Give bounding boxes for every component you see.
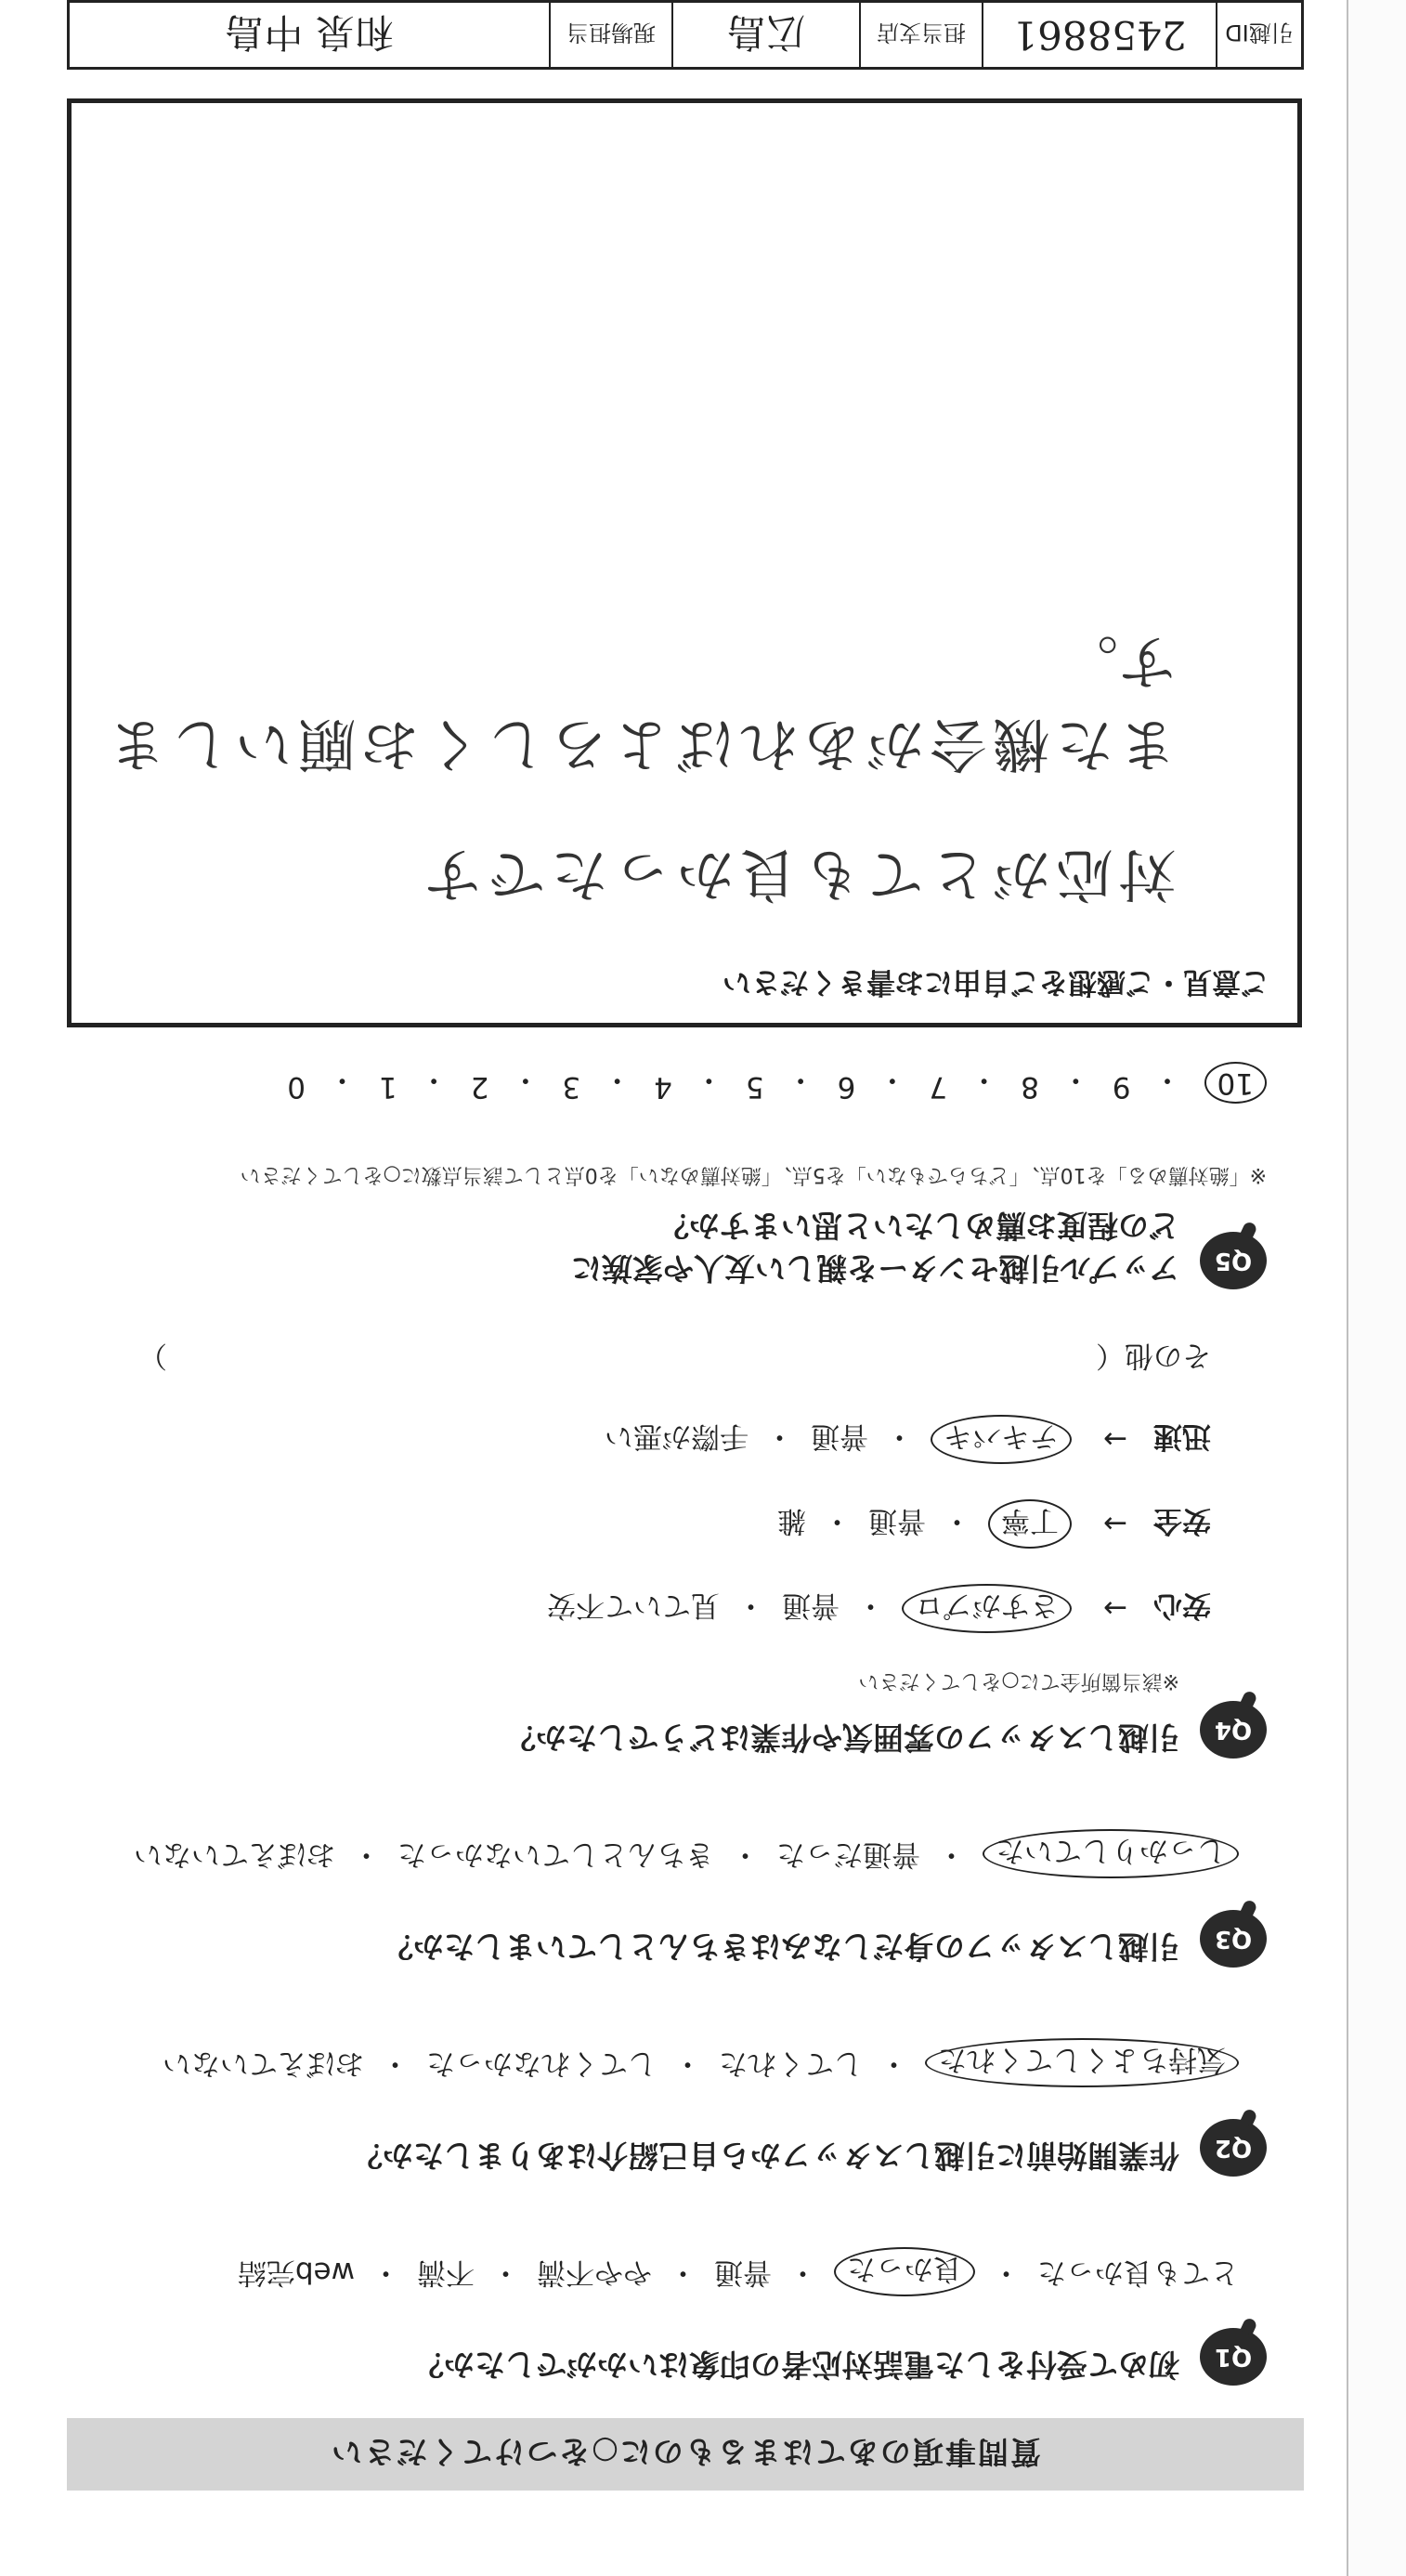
- q4-option[interactable]: 手際が悪い: [605, 1419, 749, 1453]
- comment-label: ご意見・ご感想をご自由にお書きください: [723, 965, 1269, 999]
- scan-edge: [1347, 0, 1406, 2576]
- q1-options: とても良かった ・ 良かった ・ 普通 ・ やや不満 ・ 不満 ・ web完結: [78, 2247, 1239, 2296]
- q5-score[interactable]: 1: [378, 1070, 397, 1104]
- arrow-icon: →: [1103, 1591, 1127, 1626]
- q4-row-label: 安心: [1153, 1589, 1211, 1622]
- branch-value: 広島: [671, 3, 859, 67]
- staff-label: 現場担当: [549, 3, 671, 67]
- q2-options: 気持ちよくしてくれた ・ してくれた ・ してくれなかった ・ おぼえていない: [78, 2038, 1239, 2087]
- staff-value: 和泉 中島: [225, 9, 394, 56]
- q2-option-selected[interactable]: 気持ちよくしてくれた: [925, 2038, 1239, 2087]
- comment-box[interactable]: [67, 98, 1302, 1027]
- q4-badge: Q4: [1200, 1701, 1267, 1759]
- id-label: 引越ID: [1216, 3, 1301, 67]
- q5-score[interactable]: 4: [654, 1070, 672, 1104]
- q5-score[interactable]: 6: [837, 1070, 856, 1104]
- q4-note: ※該当箇所全てに○をしてください: [858, 1669, 1179, 1693]
- q5-score[interactable]: 8: [1021, 1070, 1039, 1104]
- comment-line-2: また機会があればよろしくお願いします。: [102, 628, 1177, 778]
- q4-row-jinsoku: 迅速 → テキパキ ・ 普通 ・ 手際が悪い: [78, 1415, 1211, 1464]
- q4-option[interactable]: 普通: [811, 1419, 868, 1453]
- q4-row-anzen: 安全 → 丁寧 ・ 普通 ・ 雑: [78, 1499, 1211, 1549]
- q3-option-selected[interactable]: しっかりしていた: [983, 1829, 1239, 1878]
- q5-score-selected[interactable]: 10: [1204, 1062, 1267, 1104]
- q4-row-other: [78, 1338, 1211, 1380]
- instruction-band: [67, 2418, 1304, 2491]
- q5-score[interactable]: 7: [929, 1070, 948, 1104]
- q4-option[interactable]: 雑: [777, 1504, 806, 1537]
- q1-option[interactable]: やや不満: [537, 2256, 652, 2289]
- comment-line-1: 対応がとても良かったです: [418, 841, 1177, 909]
- q4-row-anshin: 安心 → さすがプロ ・ 普通 ・ 見ていて不安: [78, 1584, 1211, 1633]
- q2-option[interactable]: してくれなかった: [426, 2046, 657, 2080]
- q2-option[interactable]: おぼえていない: [163, 2046, 364, 2080]
- q5-note: ※「絶対薦める」を10点、「どちらでもない」を5点、「絶対薦めない」を0点として該当点数に○をしてください: [240, 1163, 1267, 1186]
- q4-other-close: ）: [138, 1339, 167, 1372]
- question-1: [78, 2247, 1267, 2386]
- q5-badge: Q5: [1200, 1232, 1267, 1289]
- q4-option[interactable]: 普通: [782, 1589, 840, 1622]
- q1-option[interactable]: web完結: [237, 2256, 355, 2289]
- id-value: 2458861: [982, 3, 1216, 67]
- q1-option[interactable]: 普通: [714, 2256, 772, 2289]
- q2-badge: Q2: [1200, 2119, 1267, 2177]
- q4-row-label: 迅速: [1153, 1419, 1211, 1453]
- q1-option[interactable]: とても良かった: [1037, 2256, 1239, 2289]
- q4-option[interactable]: 普通: [868, 1504, 926, 1537]
- q4-row-label: 安全: [1153, 1504, 1211, 1537]
- q1-text: 初めて受付をした電話対応者の印象はいかがでしたか？: [413, 2347, 1179, 2383]
- q5-text-line1: アップル引越センターを親しい友人や家族に: [570, 1250, 1179, 1287]
- q4-option-selected[interactable]: 丁寧: [988, 1499, 1072, 1549]
- q5-scale: 10 ・ 9 ・ 8 ・ 7 ・ 6 ・ 5 ・ 4 ・ 3 ・ 2 ・ 1 ・ 0: [265, 1062, 1267, 1104]
- q3-option[interactable]: おぼえていない: [134, 1837, 335, 1871]
- q3-options: しっかりしていた ・ 普通だった ・ きちんとしていなかった ・ おぼえていない: [78, 1829, 1239, 1878]
- question-4: [78, 1338, 1267, 1759]
- instruction-text: 質問事項のあてはまるものに○をつけてください: [330, 2434, 1041, 2471]
- q5-score[interactable]: 9: [1112, 1070, 1131, 1104]
- q5-score[interactable]: 2: [470, 1070, 489, 1104]
- question-3: [78, 1829, 1267, 1968]
- q3-badge: Q3: [1200, 1910, 1267, 1968]
- q1-option[interactable]: 不満: [417, 2256, 475, 2289]
- arrow-icon: →: [1103, 1507, 1127, 1541]
- question-2: [78, 2038, 1267, 2177]
- q5-score[interactable]: 5: [745, 1070, 764, 1104]
- q3-text: 引越しスタッフの身だしなみはきちんとしていましたか？: [383, 1929, 1179, 1965]
- q5-text-line2: どの程度お薦めしたいと思いますか？: [658, 1208, 1179, 1244]
- q5-score[interactable]: 3: [562, 1070, 581, 1104]
- q4-text: 引越しスタッフの雰囲気や作業はどうでしたか？: [505, 1720, 1179, 1756]
- q4-option-selected[interactable]: テキパキ: [931, 1415, 1072, 1464]
- q4-other-label: その他（: [1096, 1339, 1211, 1372]
- q3-option[interactable]: きちんとしていなかった: [397, 1837, 714, 1871]
- question-5: [78, 1162, 1267, 1289]
- q4-option-selected[interactable]: さすがプロ: [902, 1584, 1072, 1633]
- q1-option-selected[interactable]: 良かった: [834, 2247, 975, 2296]
- q2-option[interactable]: してくれた: [719, 2046, 863, 2080]
- branch-label: 担当支店: [859, 3, 982, 67]
- q2-text: 作業開始前に引越しスタッフから自己紹介はありましたか？: [352, 2138, 1179, 2174]
- q4-option[interactable]: 見ていて不安: [547, 1589, 720, 1622]
- q5-score[interactable]: 0: [287, 1070, 306, 1104]
- q1-badge: Q1: [1200, 2328, 1267, 2386]
- arrow-icon: →: [1103, 1422, 1127, 1457]
- staff-info-table: [67, 0, 1304, 70]
- q3-option[interactable]: 普通だった: [776, 1837, 920, 1871]
